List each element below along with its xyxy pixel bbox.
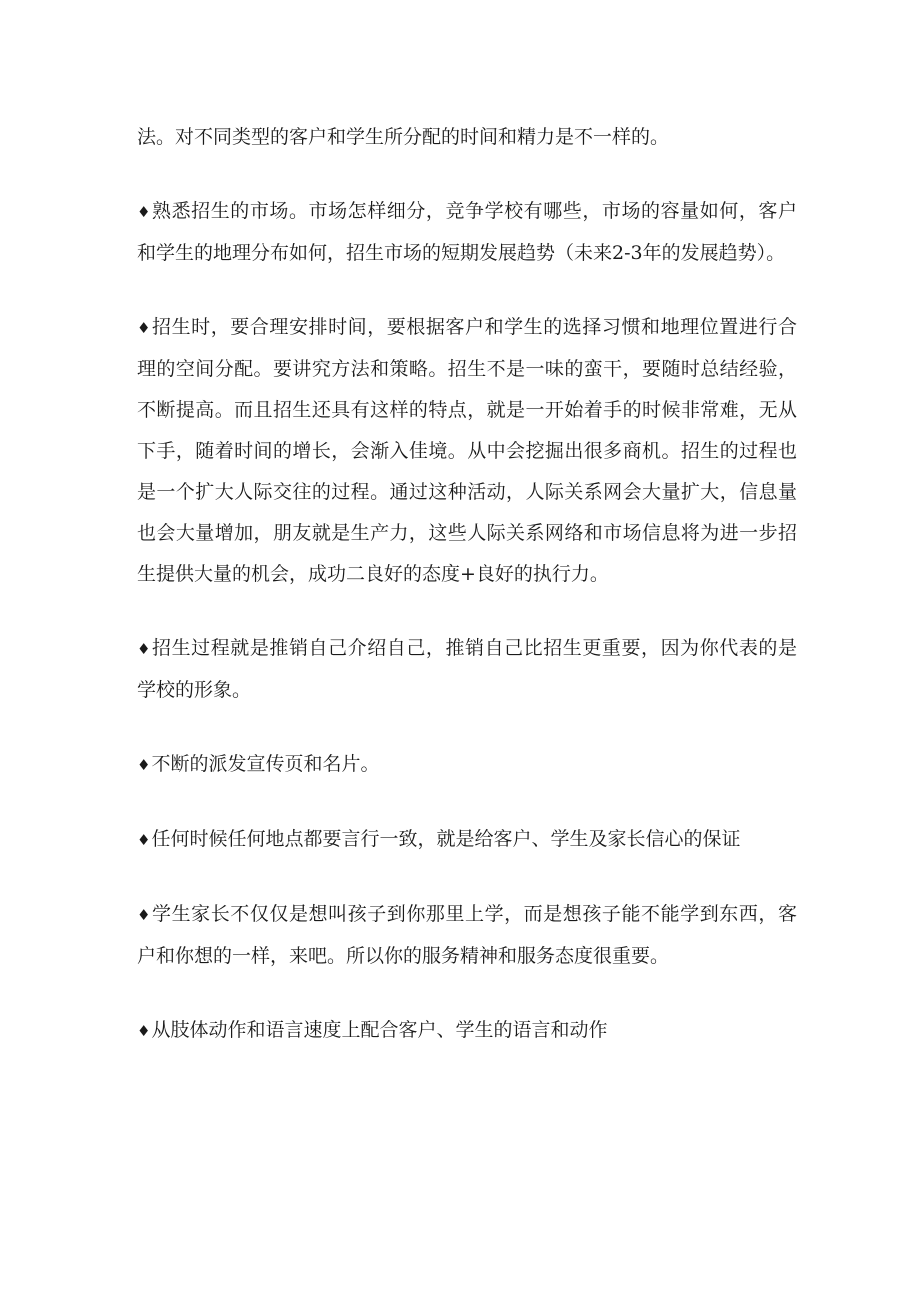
diamond-bullet-icon: ♦	[137, 203, 152, 221]
paragraph-0	[137, 117, 797, 158]
paragraph-3	[137, 628, 797, 711]
paragraph-text: 任何时候任何地点都要言行一致，就是给客户、学生及家长信心的保证	[151, 828, 741, 850]
paragraph-text: 熟悉招生的市场。市场怎样细分，竞争学校有哪些，市场的容量如何，客户和学生的地理分布如何，招生市场的短期发展趋势（未来2-3年的发展趋势）。	[137, 200, 797, 264]
diamond-bullet-icon: ♦	[137, 640, 152, 658]
paragraph-text: 从肢体动作和语言速度上配合客户、学生的语言和动作	[151, 1019, 608, 1041]
diamond-bullet-icon: ♦	[137, 906, 152, 924]
paragraph-7	[137, 1010, 797, 1052]
document-body	[137, 117, 797, 1085]
paragraph-text: 招生过程就是推销自己介绍自己，推销自己比招生更重要，因为你代表的是学校的形象。	[137, 637, 797, 701]
paragraph-1	[137, 191, 797, 274]
paragraph-text: 招生时，要合理安排时间，要根据客户和学生的选择习惯和地理位置进行合理的空间分配。要讲究方法和策略。招生不是一味的蛮干，要随时总结经验，不断提高。而且招生还具有这样的特点，就是一开始着手的时候非常难，无从下手，随着时间的增长，会渐入佳境。从中会挖掘出很多商机。招生的过程也是一个扩大人际交往的过程。通过这种活动，人际关系网会大量扩大，信息量也会大量增加，朋友就是生产力，这些人际关系网络和市场信息将为进一步招生提供大量的机会，成功二良好的态度+良好的执行力。	[137, 316, 797, 585]
paragraph-4	[137, 744, 797, 786]
diamond-bullet-icon: ♦	[137, 756, 151, 774]
paragraph-5	[137, 819, 797, 861]
diamond-bullet-icon: ♦	[137, 319, 152, 337]
paragraph-text: 法。对不同类型的客户和学生所分配的时间和精力是不一样的。	[137, 126, 670, 148]
paragraph-text: 不断的派发宣传页和名片。	[151, 753, 380, 775]
paragraph-2	[137, 307, 797, 595]
paragraph-text: 学生家长不仅仅是想叫孩子到你那里上学，而是想孩子能不能学到东西，客户和你想的一样，来吧。所以你的服务精神和服务态度很重要。	[137, 903, 797, 967]
paragraph-6	[137, 894, 797, 977]
diamond-bullet-icon: ♦	[137, 1022, 151, 1040]
diamond-bullet-icon: ♦	[137, 831, 151, 849]
